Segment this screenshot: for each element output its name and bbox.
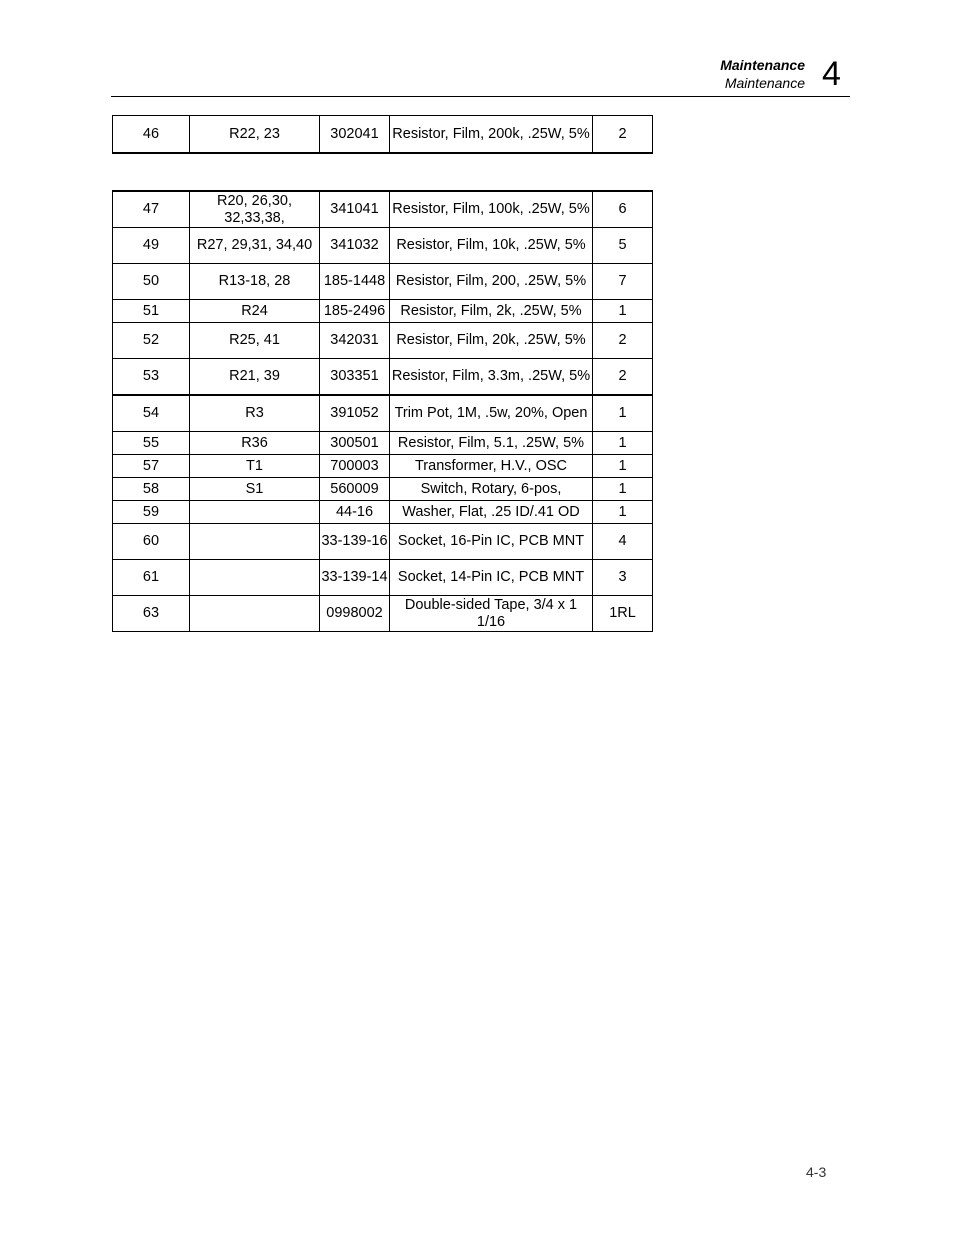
description-cell: Resistor, Film, 2k, .25W, 5% xyxy=(390,300,593,323)
table-row xyxy=(113,501,653,524)
item-number-cell: 59 xyxy=(113,501,190,524)
item-number-cell: 58 xyxy=(113,478,190,501)
part-number-cell: 303351 xyxy=(320,359,390,396)
quantity-cell: 3 xyxy=(593,560,653,596)
part-number-cell: 391052 xyxy=(320,395,390,432)
chapter-number: 4 xyxy=(822,55,841,93)
part-number-cell: 341041 xyxy=(320,191,390,228)
quantity-cell: 6 xyxy=(593,191,653,228)
description-cell: Transformer, H.V., OSC xyxy=(390,455,593,478)
description-cell: Socket, 16-Pin IC, PCB MNT xyxy=(390,524,593,560)
part-number-cell: 342031 xyxy=(320,323,390,359)
page-number: 4-3 xyxy=(806,1164,827,1180)
item-number-cell: 53 xyxy=(113,359,190,396)
description-cell: Washer, Flat, .25 ID/.41 OD xyxy=(390,501,593,524)
table-row xyxy=(113,455,653,478)
reference-designator-cell: R13-18, 28 xyxy=(190,264,320,300)
running-header xyxy=(720,56,805,92)
quantity-cell: 4 xyxy=(593,524,653,560)
part-number-cell: 44-16 xyxy=(320,501,390,524)
item-number-cell: 50 xyxy=(113,264,190,300)
table-row xyxy=(113,323,653,359)
quantity-cell: 2 xyxy=(593,323,653,359)
part-number-cell: 0998002 xyxy=(320,596,390,632)
table-row xyxy=(113,359,653,396)
reference-designator-cell: R3 xyxy=(190,395,320,432)
item-number-cell: 46 xyxy=(113,116,190,154)
item-number-cell: 57 xyxy=(113,455,190,478)
quantity-cell: 1 xyxy=(593,300,653,323)
quantity-cell: 1 xyxy=(593,395,653,432)
item-number-cell: 47 xyxy=(113,191,190,228)
reference-designator-cell xyxy=(190,524,320,560)
description-cell: Resistor, Film, 20k, .25W, 5% xyxy=(390,323,593,359)
table-row xyxy=(113,478,653,501)
item-number-cell: 61 xyxy=(113,560,190,596)
description-cell: Socket, 14-Pin IC, PCB MNT xyxy=(390,560,593,596)
item-number-cell: 54 xyxy=(113,395,190,432)
item-number-cell: 49 xyxy=(113,228,190,264)
reference-designator-cell xyxy=(190,596,320,632)
table-row xyxy=(113,432,653,455)
item-number-cell: 60 xyxy=(113,524,190,560)
item-number-cell: 51 xyxy=(113,300,190,323)
reference-designator-cell: R21, 39 xyxy=(190,359,320,396)
table-row xyxy=(113,395,653,432)
reference-designator-cell: R22, 23 xyxy=(190,116,320,154)
reference-designator-cell: R24 xyxy=(190,300,320,323)
part-number-cell: 185-1448 xyxy=(320,264,390,300)
description-cell: Resistor, Film, 200, .25W, 5% xyxy=(390,264,593,300)
reference-designator-cell xyxy=(190,560,320,596)
part-number-cell: 33-139-16 xyxy=(320,524,390,560)
item-number-cell: 55 xyxy=(113,432,190,455)
table-row xyxy=(113,264,653,300)
header-divider xyxy=(111,96,850,97)
reference-designator-cell: S1 xyxy=(190,478,320,501)
table-row xyxy=(113,524,653,560)
part-number-cell: 700003 xyxy=(320,455,390,478)
quantity-cell: 5 xyxy=(593,228,653,264)
reference-designator-cell xyxy=(190,501,320,524)
part-number-cell: 300501 xyxy=(320,432,390,455)
part-number-cell: 302041 xyxy=(320,116,390,154)
reference-designator-cell: R36 xyxy=(190,432,320,455)
item-number-cell: 52 xyxy=(113,323,190,359)
quantity-cell: 7 xyxy=(593,264,653,300)
description-cell: Trim Pot, 1M, .5w, 20%, Open xyxy=(390,395,593,432)
reference-designator-cell: T1 xyxy=(190,455,320,478)
quantity-cell: 1 xyxy=(593,501,653,524)
part-number-cell: 33-139-14 xyxy=(320,560,390,596)
reference-designator-cell: R27, 29,31, 34,40 xyxy=(190,228,320,264)
section-title-italic: Maintenance xyxy=(724,75,805,91)
table-row xyxy=(113,191,653,228)
part-number-cell: 560009 xyxy=(320,478,390,501)
description-cell: Resistor, Film, 200k, .25W, 5% xyxy=(390,116,593,154)
part-number-cell: 341032 xyxy=(320,228,390,264)
table-row xyxy=(113,300,653,323)
quantity-cell: 1RL xyxy=(593,596,653,632)
quantity-cell: 2 xyxy=(593,116,653,154)
reference-designator-cell: R20, 26,30, 32,33,38, xyxy=(190,191,320,228)
description-cell: Switch, Rotary, 6-pos, xyxy=(390,478,593,501)
quantity-cell: 1 xyxy=(593,432,653,455)
description-cell: Resistor, Film, 100k, .25W, 5% xyxy=(390,191,593,228)
quantity-cell: 2 xyxy=(593,359,653,396)
table-row xyxy=(113,116,653,154)
description-cell: Resistor, Film, 5.1, .25W, 5% xyxy=(390,432,593,455)
quantity-cell: 1 xyxy=(593,455,653,478)
description-cell: Resistor, Film, 10k, .25W, 5% xyxy=(390,228,593,264)
description-cell: Double-sided Tape, 3/4 x 1 1/16 xyxy=(390,596,593,632)
table-row xyxy=(113,560,653,596)
table-row xyxy=(113,228,653,264)
description-cell: Resistor, Film, 3.3m, .25W, 5% xyxy=(390,359,593,396)
parts-table-2 xyxy=(112,190,653,632)
section-title-bold: Maintenance xyxy=(720,57,805,73)
part-number-cell: 185-2496 xyxy=(320,300,390,323)
reference-designator-cell: R25, 41 xyxy=(190,323,320,359)
quantity-cell: 1 xyxy=(593,478,653,501)
item-number-cell: 63 xyxy=(113,596,190,632)
parts-table-1 xyxy=(112,115,653,154)
table-row xyxy=(113,596,653,632)
